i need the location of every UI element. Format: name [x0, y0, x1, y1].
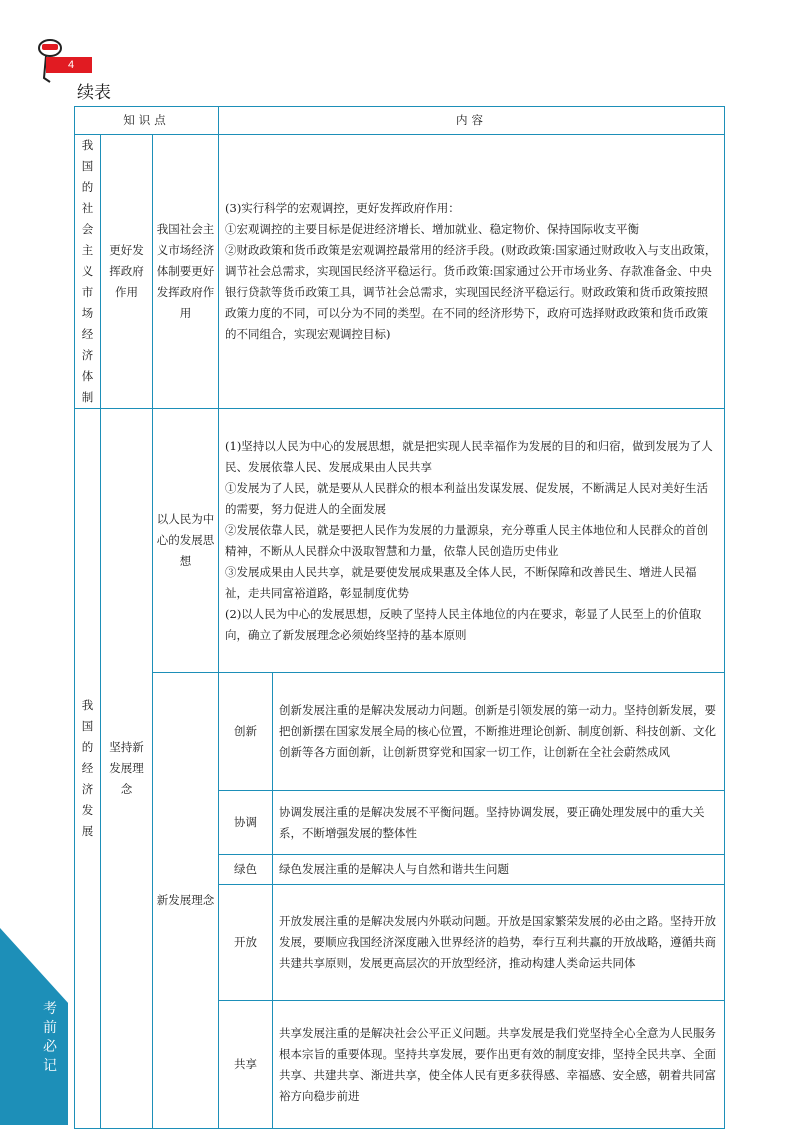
- topic-economic-development: 我国的经济发展: [75, 409, 101, 1129]
- concept-name-openness: 开放: [219, 885, 273, 1001]
- side-label: 考前必记: [43, 1001, 57, 1074]
- concept-text-coordination: 协调发展注重的是解决发展不平衡问题。坚持协调发展，要正确处理发展中的重大关系，不断增强发展的整体性: [273, 791, 725, 855]
- table-row: [75, 135, 725, 409]
- content-people-centered: [219, 409, 725, 673]
- topic-market-economy: 我国的社会主义市场经济体制: [75, 135, 101, 409]
- content-line: (3)实行科学的宏观调控，更好发挥政府作用：: [225, 201, 460, 215]
- label-people-centered: 以人民为中心的发展思想: [153, 409, 219, 673]
- subsub-government-role: 我国社会主义市场经济体制要更好发挥政府作用: [153, 135, 219, 409]
- concept-name-innovation: 创新: [219, 673, 273, 791]
- concept-text-openness: 开放发展注重的是解决发展内外联动问题。开放是国家繁荣发展的必由之路。坚持开放发展，要顺应我国经济深度融入世界经济的趋势，奉行互利共赢的开放战略，遵循共商共建共享原则，发展更高层次的开放型经济，推动构建人类命运共同体: [273, 885, 725, 1001]
- header-knowledge-point: 知识点: [75, 107, 219, 135]
- concept-text-innovation: 创新发展注重的是解决发展动力问题。创新是引领发展的第一动力。坚持创新发展，要把创新摆在国家发展全局的核心位置，不断推进理论创新、制度创新、科技创新、文化创新等各方面创新，让创新贯穿党和国家一切工作，让创新在全社会蔚然成风: [273, 673, 725, 791]
- content-line: ③发展成果由人民共享，就是要使发展成果惠及全体人民，不断保障和改善民生、增进人民福祉，走共同富裕道路，彰显制度优势: [225, 564, 697, 600]
- knowledge-table: [74, 106, 725, 1129]
- concept-name-sharing: 共享: [219, 1001, 273, 1129]
- content-line: ①发展为了人民，就是要从人民群众的根本利益出发谋发展、促发展，不断满足人民对美好生活的需要，努力促进人的全面发展: [225, 480, 709, 516]
- content-line: ①宏观调控的主要目标是促进经济增长、增加就业、稳定物价、保持国际收支平衡: [225, 222, 640, 236]
- content-line: (2)以人民为中心的发展思想，反映了坚持人民主体地位的内在要求，彰显了人民至上的价值取向，确立了新发展理念必须始终坚持的基本原则: [225, 606, 702, 642]
- subtopic-new-concept: 坚持新发展理念: [101, 409, 153, 1129]
- content-line: ②财政政策和货币政策是宏观调控最常用的经济手段。(财政政策:国家通过财政收入与支出政策，调节社会总需求，实现国民经济平稳运行。货币政策:国家通过公开市场业务、存款准备金、中央银行贷款等货币政策工具，调节社会总需求，实现国民经济平稳运行。财政政策和货币政策按照政策力度的不同，可以分为不同的类型。在不同的经济形势下，政府可选择财政政策和货币政策的不同组合，实现宏观调控目标): [225, 243, 717, 341]
- subtopic-government-role: 更好发挥政府作用: [101, 135, 153, 409]
- content-macro-control: [219, 135, 725, 409]
- table-header-row: [75, 107, 725, 135]
- concept-name-coordination: 协调: [219, 791, 273, 855]
- content-line: ②发展依靠人民，就是要把人民作为发展的力量源泉，充分尊重人民主体地位和人民群众的首创精神，不断从人民群众中汲取智慧和力量，依靠人民创造历史伟业: [225, 522, 709, 558]
- concept-name-green: 绿色: [219, 855, 273, 885]
- label-new-development-concept: 新发展理念: [153, 673, 219, 1129]
- table-row: [75, 409, 725, 673]
- page-number: 4: [46, 57, 92, 73]
- continued-label: 续表: [77, 83, 111, 103]
- content-line: (1)坚持以人民为中心的发展思想，就是把实现人民幸福作为发展的目的和归宿，做到发展为了人民、发展依靠人民、发展成果由人民共享: [225, 438, 713, 474]
- table-row: [75, 673, 725, 791]
- concept-text-green: 绿色发展注重的是解决人与自然和谐共生问题: [273, 855, 725, 885]
- concept-text-sharing: 共享发展注重的是解决社会公平正义问题。共享发展是我们党坚持全心全意为人民服务根本宗旨的重要体现。坚持共享发展，要作出更有效的制度安排，坚持全民共享、全面共享、共建共享、渐进共享，使全体人民有更多获得感、幸福感、安全感，朝着共同富裕方向稳步前进: [273, 1001, 725, 1129]
- header-content: 内容: [219, 107, 725, 135]
